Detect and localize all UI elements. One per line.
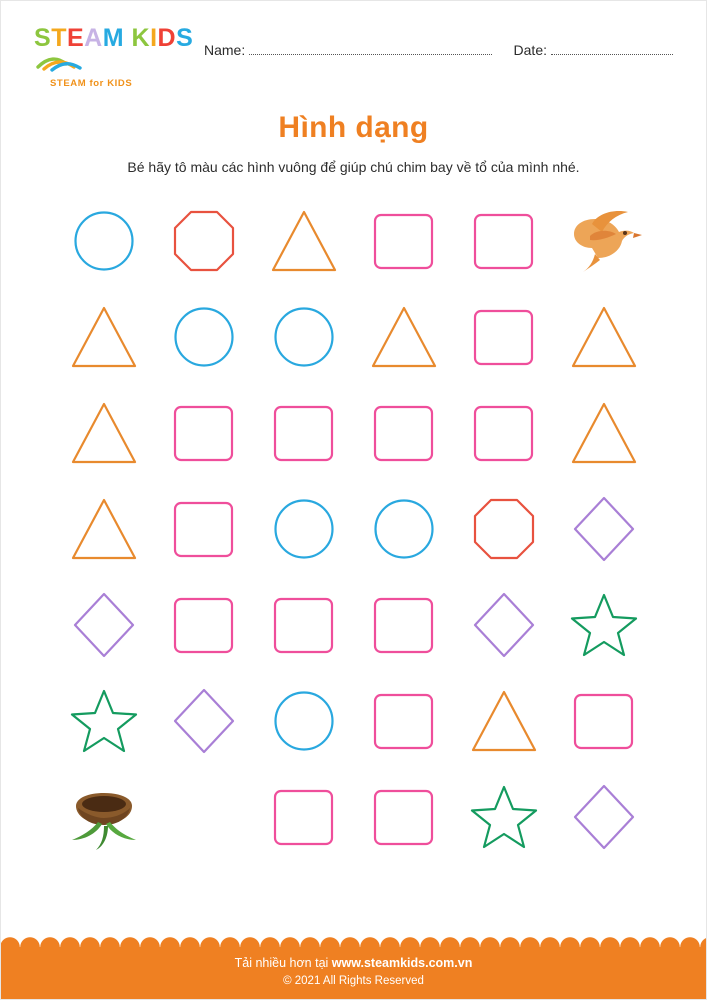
grid-cell-circle[interactable]	[154, 289, 254, 385]
footer-prefix: Tải nhiều hơn tại	[234, 956, 332, 970]
steam-kids-logo	[34, 26, 204, 89]
diamond-icon	[573, 784, 635, 850]
grid-cell-triangle[interactable]	[554, 385, 654, 481]
square-icon	[173, 405, 234, 462]
grid-cell-diamond[interactable]	[54, 577, 154, 673]
star-icon	[71, 689, 137, 753]
square-icon	[373, 693, 434, 750]
grid-cell-square[interactable]	[254, 769, 354, 865]
grid-cell-star[interactable]	[54, 673, 154, 769]
square-icon	[573, 693, 634, 750]
grid-cell-square[interactable]	[154, 385, 254, 481]
grid-cell-diamond[interactable]	[554, 769, 654, 865]
name-date-row	[204, 26, 673, 58]
square-icon	[373, 405, 434, 462]
grid-cell-square[interactable]	[354, 673, 454, 769]
grid-cell-square[interactable]	[554, 673, 654, 769]
triangle-icon	[71, 306, 137, 368]
triangle-icon	[571, 402, 637, 464]
grid-cell-square[interactable]	[354, 577, 454, 673]
square-icon	[373, 597, 434, 654]
logo-letter: I	[150, 24, 158, 52]
grid-cell-circle[interactable]	[254, 481, 354, 577]
circle-icon	[273, 306, 335, 368]
triangle-icon	[271, 210, 337, 272]
square-icon	[373, 213, 434, 270]
diamond-icon	[173, 688, 235, 754]
page-title: Hình dạng	[278, 111, 429, 144]
page-header	[0, 0, 707, 89]
date-input[interactable]	[551, 42, 673, 55]
logo-letter: S	[34, 24, 52, 52]
grid-cell-square[interactable]	[354, 193, 454, 289]
bird-icon	[562, 208, 646, 274]
logo-letter: T	[51, 24, 67, 52]
name-input[interactable]	[249, 42, 491, 55]
square-icon	[273, 789, 334, 846]
diamond-icon	[473, 592, 535, 658]
square-icon	[173, 597, 234, 654]
grid-cell-square[interactable]	[454, 385, 554, 481]
square-icon	[473, 405, 534, 462]
grid-cell-diamond[interactable]	[554, 481, 654, 577]
grid-cell-triangle[interactable]	[354, 289, 454, 385]
grid-cell-circle[interactable]	[54, 193, 154, 289]
triangle-icon	[471, 690, 537, 752]
grid-cell-triangle[interactable]	[54, 385, 154, 481]
square-icon	[273, 597, 334, 654]
triangle-icon	[571, 306, 637, 368]
grid-cell-square[interactable]	[354, 385, 454, 481]
grid-cell-circle[interactable]	[254, 289, 354, 385]
circle-icon	[273, 498, 335, 560]
logo-letter: A	[84, 24, 103, 52]
grid-cell-square[interactable]	[454, 289, 554, 385]
footer-site[interactable]: www.steamkids.com.vn	[331, 956, 473, 970]
grid-cell-octagon[interactable]	[154, 193, 254, 289]
date-label: Date:	[513, 42, 547, 58]
circle-icon	[73, 210, 135, 272]
grid-cell-diamond[interactable]	[154, 673, 254, 769]
grid-cell-nest[interactable]	[54, 769, 154, 865]
grid-cell-triangle[interactable]	[454, 673, 554, 769]
grid-cell-triangle[interactable]	[54, 289, 154, 385]
logo-letter: E	[66, 24, 85, 52]
grid-cell-diamond[interactable]	[454, 577, 554, 673]
page-footer	[0, 931, 707, 1000]
diamond-icon	[73, 592, 135, 658]
grid-cell-triangle[interactable]	[554, 289, 654, 385]
grid-cell-square[interactable]	[354, 769, 454, 865]
square-icon	[473, 309, 534, 366]
logo-letter	[124, 26, 131, 51]
grid-cell-empty	[154, 769, 254, 865]
shape-grid	[54, 193, 654, 865]
logo-wordmark	[34, 26, 204, 51]
instruction-text: Bé hãy tô màu các hình vuông để giúp chú chim bay về tổ của mình nhé.	[127, 159, 580, 175]
logo-letter: K	[131, 24, 151, 52]
square-icon	[373, 789, 434, 846]
grid-cell-triangle[interactable]	[254, 193, 354, 289]
diamond-icon	[573, 496, 635, 562]
star-icon	[571, 593, 637, 657]
grid-cell-star[interactable]	[554, 577, 654, 673]
logo-tagline: STEAM for KIDS	[50, 78, 133, 89]
grid-cell-circle[interactable]	[254, 673, 354, 769]
square-icon	[273, 405, 334, 462]
grid-cell-triangle[interactable]	[54, 481, 154, 577]
grid-cell-square[interactable]	[154, 577, 254, 673]
circle-icon	[173, 306, 235, 368]
grid-cell-star[interactable]	[454, 769, 554, 865]
octagon-icon	[173, 210, 235, 272]
square-icon	[173, 501, 234, 558]
octagon-icon	[473, 498, 535, 560]
scallop-divider	[0, 931, 707, 947]
grid-cell-square[interactable]	[254, 385, 354, 481]
logo-swoosh-icon	[36, 55, 204, 71]
grid-cell-circle[interactable]	[354, 481, 454, 577]
triangle-icon	[371, 306, 437, 368]
circle-icon	[273, 690, 335, 752]
triangle-icon	[71, 498, 137, 560]
footer-website-line	[0, 956, 707, 970]
grid-cell-square[interactable]	[454, 193, 554, 289]
logo-letter: S	[176, 24, 194, 52]
logo-letter: D	[157, 24, 177, 52]
logo-letter: M	[102, 24, 125, 52]
grid-cell-octagon[interactable]	[454, 481, 554, 577]
name-label: Name:	[204, 42, 246, 58]
square-icon	[473, 213, 534, 270]
star-icon	[471, 785, 537, 849]
grid-cell-square[interactable]	[254, 577, 354, 673]
grid-cell-bird[interactable]	[554, 193, 654, 289]
circle-icon	[373, 498, 435, 560]
triangle-icon	[71, 402, 137, 464]
nest-icon	[62, 782, 146, 852]
grid-cell-square[interactable]	[154, 481, 254, 577]
footer-copyright: © 2021 All Rights Reserved	[283, 975, 424, 987]
